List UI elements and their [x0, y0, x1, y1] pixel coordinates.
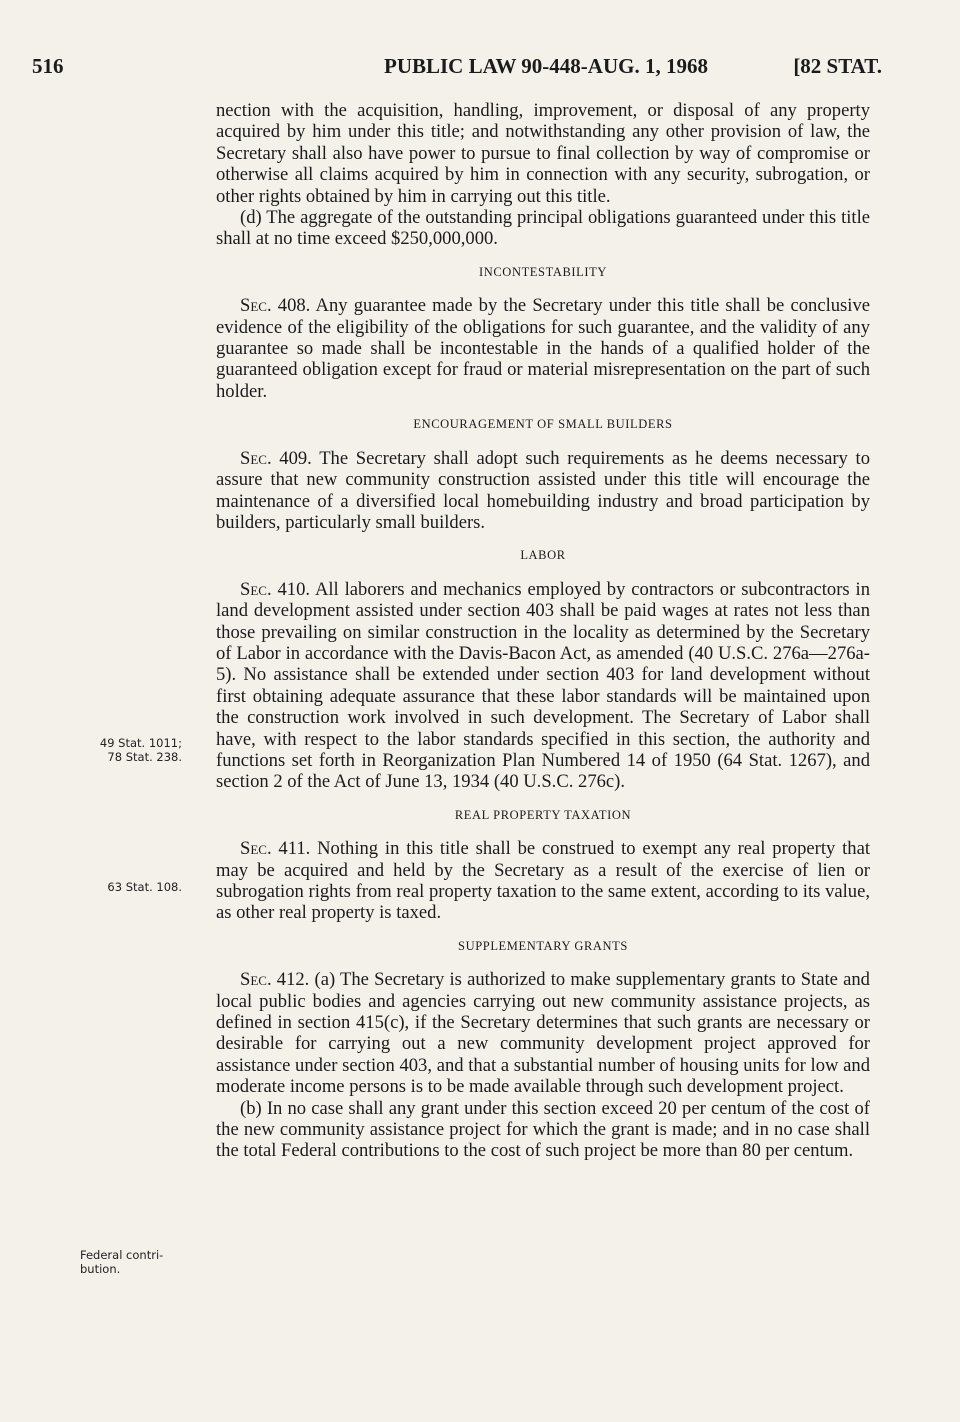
margin-note-stat-citation-2 — [70, 880, 182, 894]
section-text: The Secretary shall adopt such requirements as he deems necessary to assure that new community construction assisted under this title will encourage the maintenance of a diversified local homebuilding industry and broad participation by builders, particularly small builders. — [216, 447, 870, 533]
paragraph-continuation: nection with the acquisition, handling, improvement, or disposal of any property acquired by him under this title; and notwithstanding any other provision of law, the Secretary shall also have power to pursue to final collection by way of compromise or otherwise all claims acquired by him in connection with any security, subrogation, or other rights obtained by him in carrying out this title. — [216, 100, 870, 207]
page-header — [32, 54, 882, 84]
margin-note-line: Federal contri- — [80, 1248, 164, 1262]
section-label: Sec. 409. — [240, 447, 312, 469]
margin-note-line: 63 Stat. 108. — [107, 880, 182, 894]
section-heading-incontestability: INCONTESTABILITY — [478, 264, 608, 279]
margin-note-federal-contribution — [80, 1248, 192, 1276]
section-text: Any guarantee made by the Secretary under this title shall be conclusive evidence of the eligibility of the obligations for such guarantee, and the validity of any guarantee so made shall be incontestable in the hands of a qualified holder of the guaranteed obligation except for fraud or material misrepresentation on the part of such holder. — [216, 295, 870, 402]
section-text: (a) The Secretary is authorized to make supplementary grants to State and local public bodies and agencies carrying out new community assistance projects, as defined in section 415(c), if the Secretary determines that such grants are necessary or desirable for carrying out a new community development project approved for assistance under section 403, and that a substantial number of housing units for low and moderate income persons is to be made available through such development project. — [216, 969, 870, 1098]
page-number: 516 — [32, 54, 64, 78]
section-heading-real-property-taxation: REAL PROPERTY TAXATION — [454, 807, 632, 822]
running-title: PUBLIC LAW 90-448-AUG. 1, 1968 — [384, 54, 708, 78]
section-label: Sec. 412. — [240, 969, 310, 991]
margin-note-stat-citation — [70, 736, 182, 764]
section-heading-small-builders: ENCOURAGEMENT OF SMALL BUILDERS — [413, 417, 673, 432]
section-412a — [216, 969, 870, 1097]
section-text: Nothing in this title shall be construed to exempt any real property that may be acquired and held by the Secretary as a result of the exercise of lien or subrogation rights from real property taxation to the same extent, according to its value, as other real property is taxed. — [216, 838, 870, 924]
section-label: Sec. 411. — [240, 838, 311, 860]
paragraph-d: (d) The aggregate of the outstanding principal obligations guaranteed under this title shall at no time exceed $250,000,000. — [216, 207, 870, 250]
section-410 — [216, 579, 870, 793]
section-heading-supplementary-grants: SUPPLEMENTARY GRANTS — [458, 938, 628, 953]
section-label: Sec. 408. — [240, 295, 311, 317]
section-text: All laborers and mechanics employed by contractors or subcontractors in land development assisted under section 403 shall be paid wages at rates not less than those prevailing on similar construction in the locality as determined by the Secretary of Labor in accordance with the Davis-Bacon Act, as amended (40 U.S.C. 276a—276a-5). No assistance shall be extended under section 403 for land development without first obtaining adequate assurance that these labor standards will be maintained upon the construction work involved in such development. The Secretary of Labor shall have, with respect to the labor standards specified in this section, the authority and functions set forth in Reorganization Plan Numbered 14 of 1950 (64 Stat. 1267), and section 2 of the Act of June 13, 1934 (40 U.S.C. 276c). — [216, 578, 871, 793]
section-411 — [216, 838, 870, 924]
volume-reference: [82 STAT. — [793, 54, 882, 78]
margin-note-line: bution. — [80, 1262, 121, 1276]
margin-note-line: 78 Stat. 238. — [107, 750, 182, 764]
margin-note-line: 49 Stat. 1011; — [99, 736, 182, 750]
section-heading-labor: LABOR — [520, 548, 566, 563]
section-label: Sec. 410. — [240, 578, 311, 600]
section-408 — [216, 295, 870, 402]
document-body — [216, 100, 870, 1162]
section-412b: (b) In no case shall any grant under this section exceed 20 per centum of the cost of the new community assistance project for which the grant is made; and in no case shall the total Federal contributions to the cost of such project be more than 80 per centum. — [216, 1097, 870, 1162]
section-409 — [216, 448, 870, 534]
